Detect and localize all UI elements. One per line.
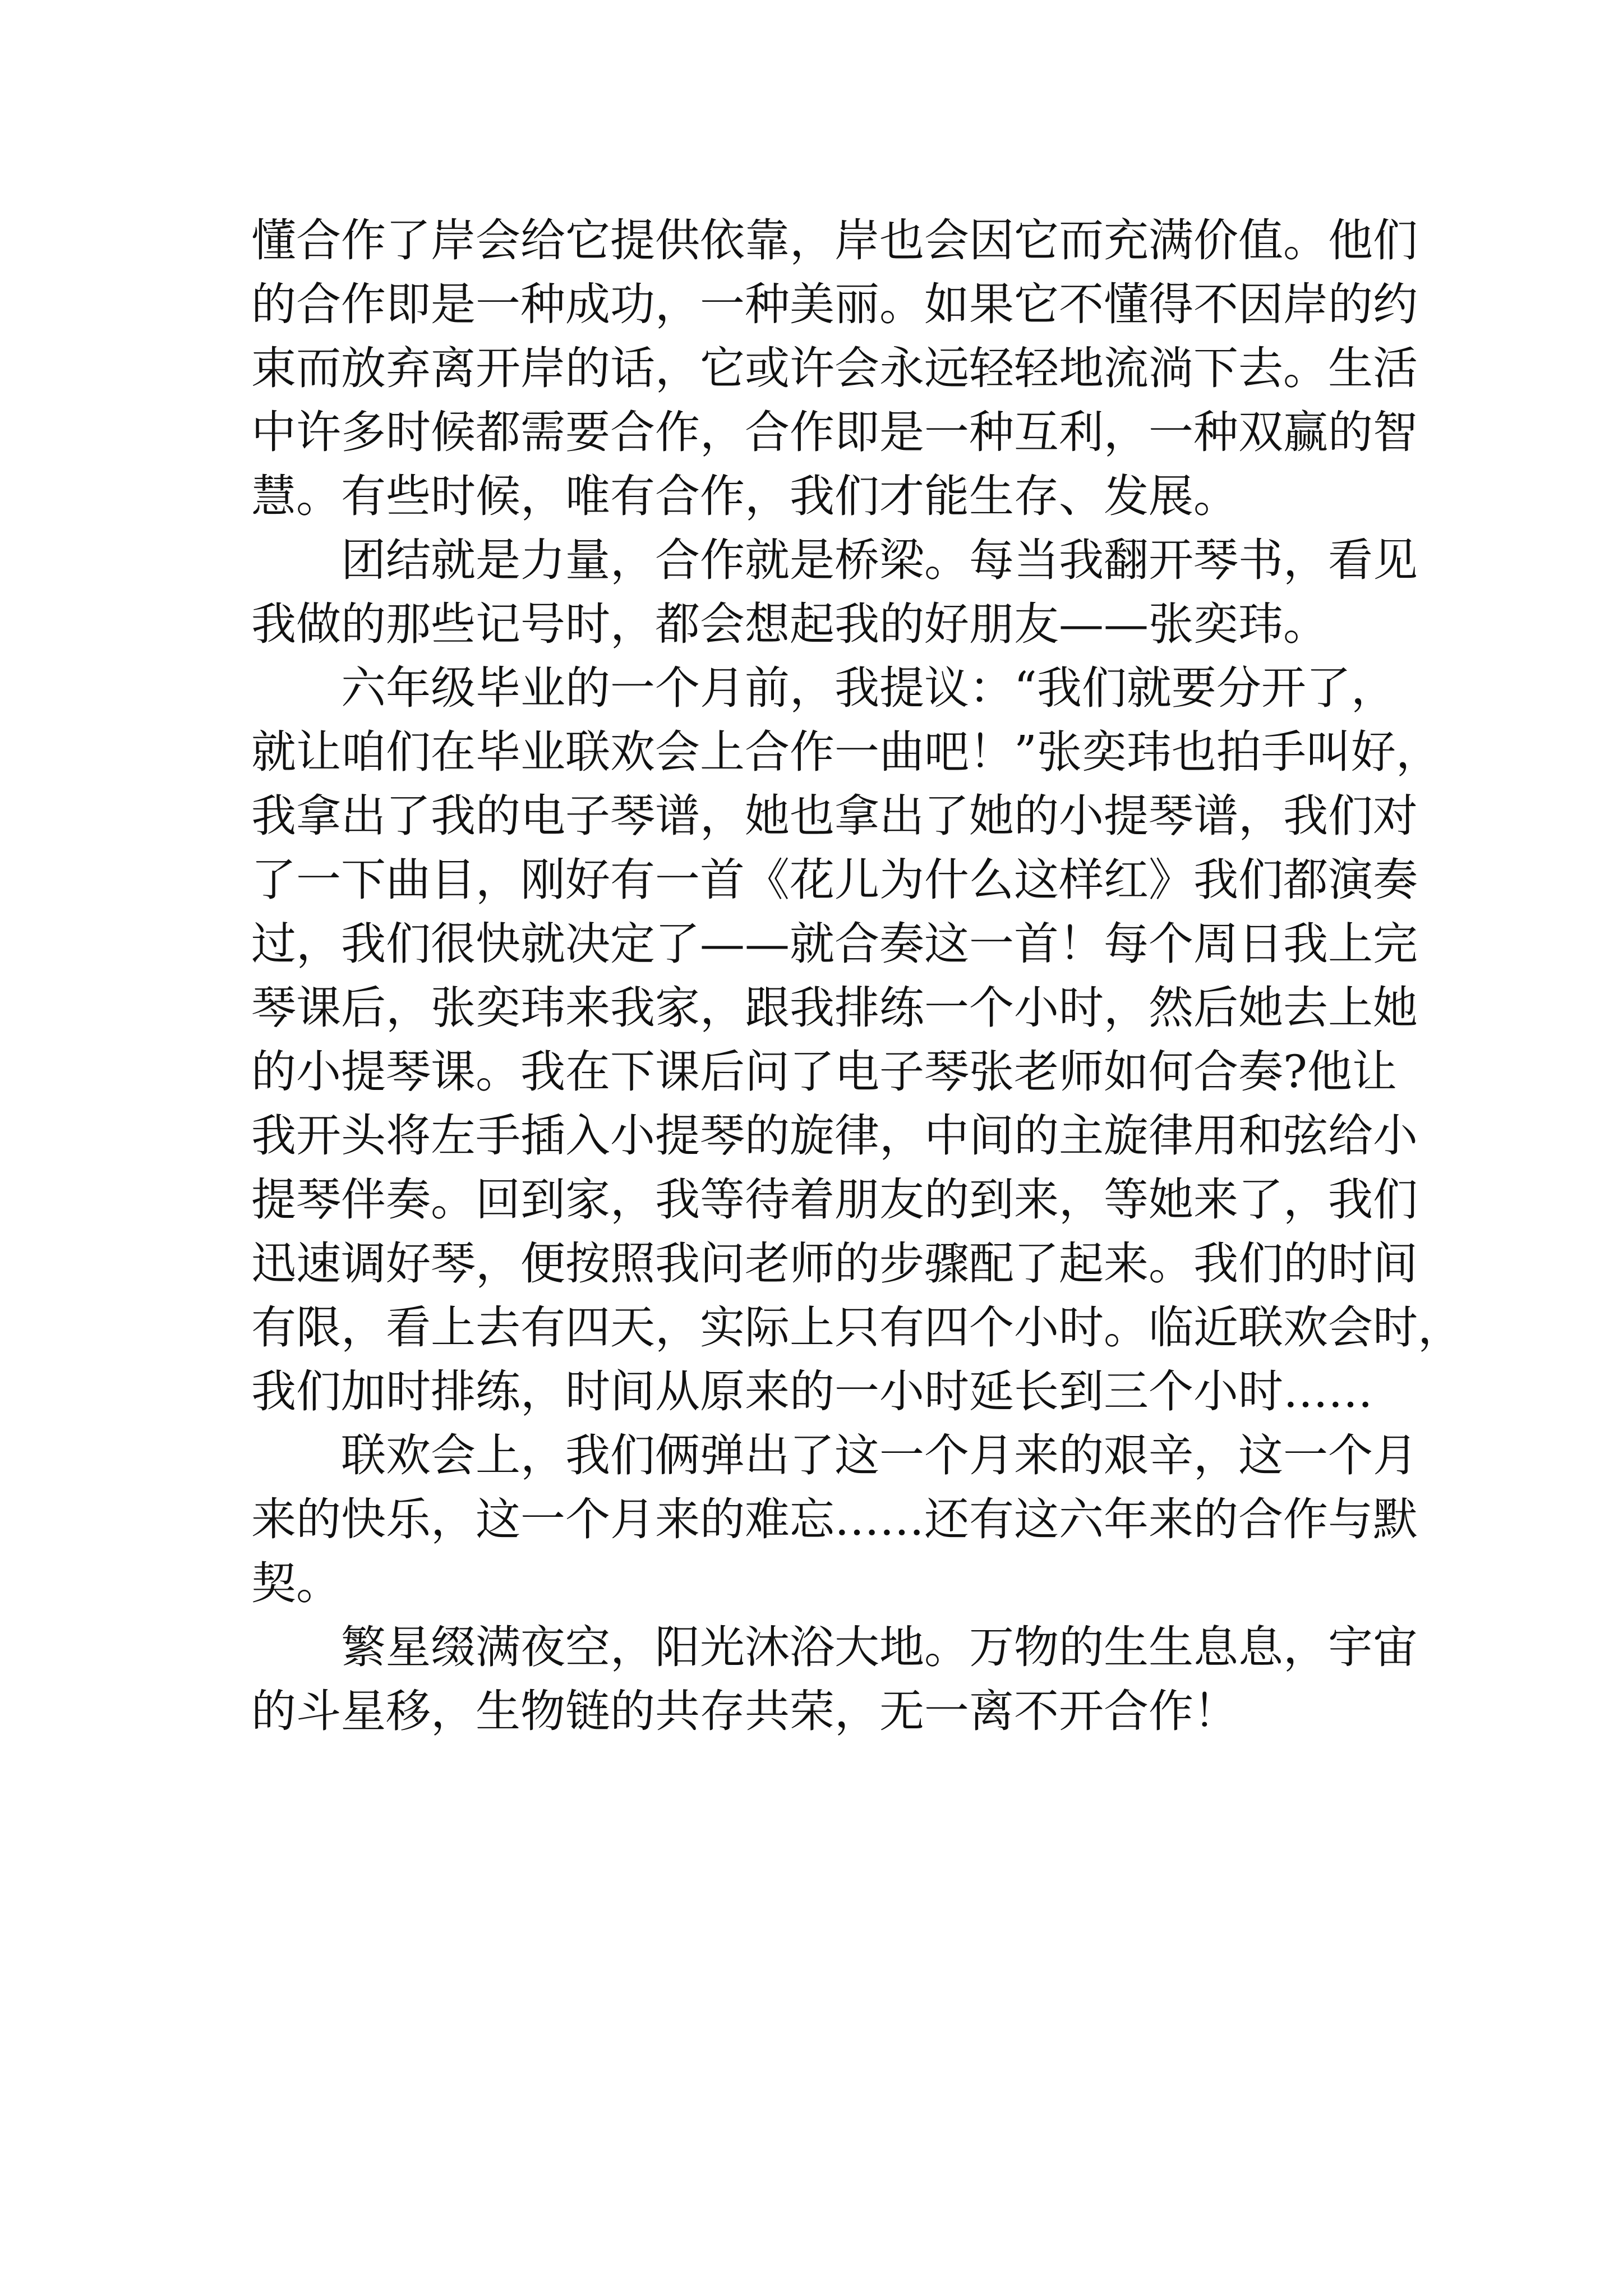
- text-line: 慧。有些时候，唯有合作，我们才能生存、发展。: [251, 470, 1238, 522]
- paragraph-start-line: 繁星缀满夜空，阳光沐浴大地。万物的生生息息，宇宙: [251, 1621, 1418, 1673]
- text-line: 迅速调好琴，便按照我问老师的步骤配了起来。我们的时间: [251, 1237, 1418, 1290]
- text-line: 来的快乐，这一个月来的难忘……还有这六年来的合作与默: [251, 1493, 1418, 1545]
- text-line: 我做的那些记号时，都会想起我的好朋友——张奕玮。: [251, 598, 1328, 650]
- paragraph-start-line: 联欢会上，我们俩弹出了这一个月来的艰辛，这一个月: [251, 1429, 1418, 1481]
- text-line: 琴课后，张奕玮来我家，跟我排练一个小时，然后她去上她: [251, 982, 1418, 1034]
- text-line: 就让咱们在毕业联欢会上合作一曲吧！”张奕玮也拍手叫好，: [251, 726, 1441, 778]
- text-line: 懂合作了岸会给它提供依靠，岸也会因它而充满价值。他们: [251, 214, 1418, 266]
- text-line: 我们加时排练，时间从原来的一小时延长到三个小时……: [251, 1365, 1373, 1418]
- text-line: 束而放弃离开岸的话，它或许会永远轻轻地流淌下去。生活: [251, 342, 1418, 394]
- paragraph-start-line: 六年级毕业的一个月前，我提议：“我们就要分开了，: [251, 662, 1396, 714]
- text-line: 了一下曲目，刚好有一首《花儿为什么这样红》我们都演奏: [251, 854, 1418, 906]
- text-line: 中许多时候都需要合作，合作即是一种互利，一种双赢的智: [251, 406, 1418, 458]
- text-line: 我拿出了我的电子琴谱，她也拿出了她的小提琴谱，我们对: [251, 790, 1418, 842]
- text-line: 的斗星移，生物链的共存共荣，无一离不开合作！: [251, 1685, 1238, 1737]
- text-line: 过，我们很快就决定了——就合奏这一首！每个周日我上完: [251, 918, 1418, 970]
- text-line: 的合作即是一种成功，一种美丽。如果它不懂得不因岸的约: [251, 278, 1418, 330]
- document-body: [251, 209, 1463, 1743]
- text-line: 我开头将左手插入小提琴的旋律，中间的主旋律用和弦给小: [251, 1110, 1418, 1162]
- text-line: 的小提琴课。我在下课后问了电子琴张老师如何合奏?他让: [251, 1046, 1397, 1098]
- text-line: 契。: [251, 1557, 341, 1609]
- paragraph-start-line: 团结就是力量，合作就是桥梁。每当我翻开琴书，看见: [251, 534, 1418, 586]
- text-line: 有限，看上去有四天，实际上只有四个小时。临近联欢会时，: [251, 1301, 1463, 1354]
- text-line: 提琴伴奏。回到家，我等待着朋友的到来，等她来了，我们: [251, 1174, 1418, 1226]
